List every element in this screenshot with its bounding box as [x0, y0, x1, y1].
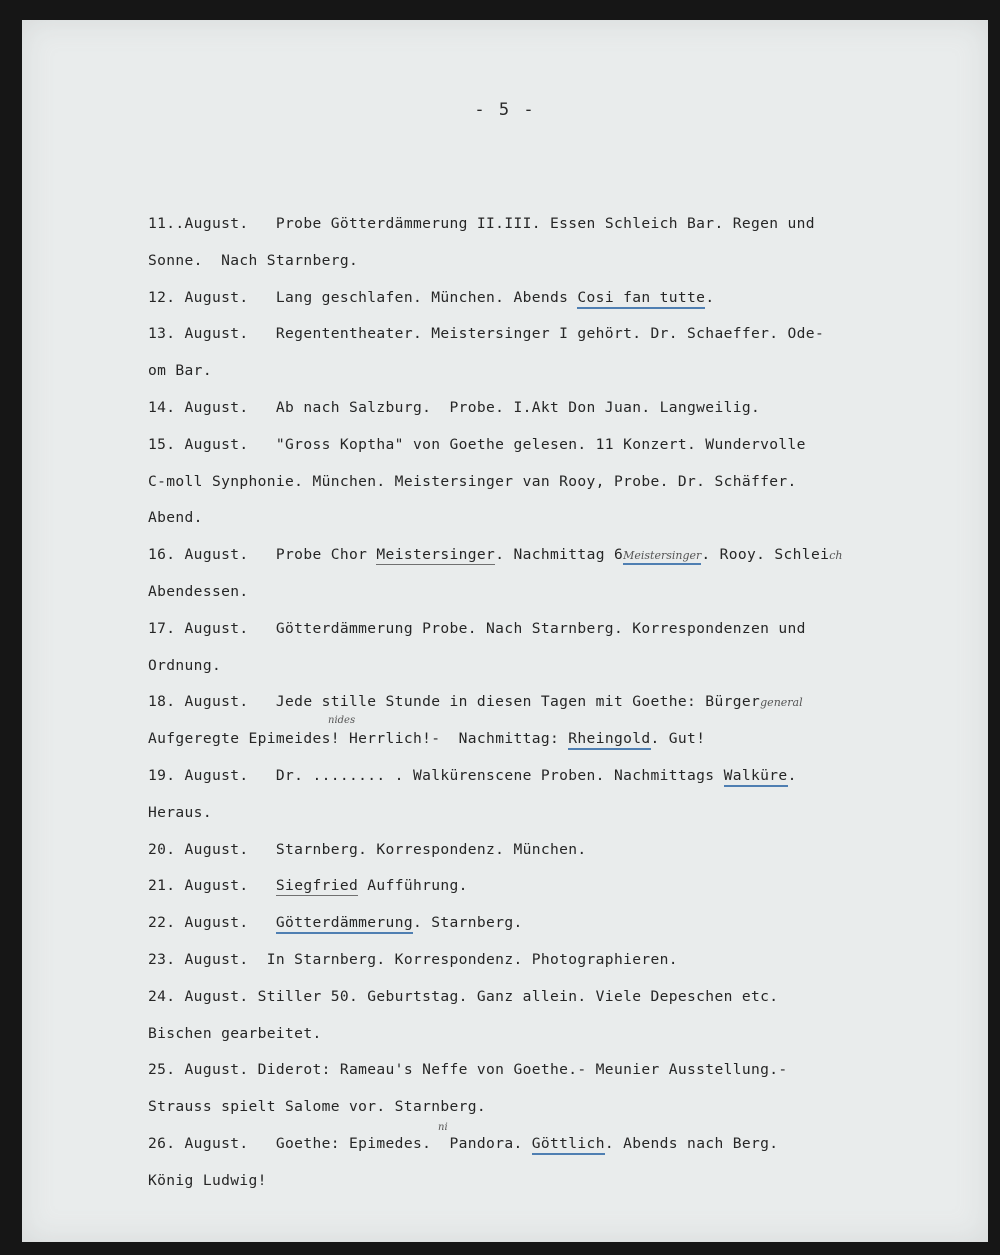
entry-line: Heraus. [148, 803, 212, 821]
handwritten-insertion: general [760, 696, 803, 710]
entry-line: Strauss spielt Salome vor. Starnberg. [148, 1098, 487, 1116]
underlined-title: Cosi fan tutte [577, 289, 705, 309]
entry-line: 20. August. Starnberg. Korrespondenz. München. [148, 840, 587, 858]
entry-line: 14. August. Ab nach Salzburg. Probe. I.Akt Don Juan. Langweilig. [148, 398, 761, 416]
entry-line: C-moll Synphonie. München. Meistersinger van Rooy, Probe. Dr. Schäffer. [148, 472, 797, 490]
handwritten-insertion: Meistersinger [623, 549, 701, 565]
entry-line: 25. August. Diderot: Rameau's Neffe von Goethe.- Meunier Ausstellung.- [148, 1061, 788, 1079]
entry-line: Sonne. Nach Starnberg. [148, 251, 359, 269]
underlined-title: Walküre [724, 767, 788, 787]
underlined-title: Siegfried [275, 877, 359, 895]
page-number: - 5 - [474, 100, 536, 120]
entry-line: 13. August. Regententheater. Meistersinger I gehört. Dr. Schaeffer. Ode- [148, 325, 825, 343]
underlined-word: Meistersinger [376, 546, 496, 564]
handwritten-insertion: nides [328, 715, 356, 727]
entry-line: 11..August. Probe Götterdämmerung II.III. Essen Schleich Bar. Regen und [148, 215, 815, 232]
entry-line: 19. August. Dr. ........ . Walkürenscene Proben. Nachmittags Walküre. [148, 758, 968, 795]
entry-line: Bischen gearbeitet. [148, 1024, 322, 1042]
entry-line: 15. August. "Gross Koptha" von Goethe gelesen. 11 Konzert. Wundervolle [148, 435, 806, 453]
entry-line: 21. August. Siegfried Aufführung. [148, 877, 468, 895]
underlined-title: Götterdämmerung [276, 914, 413, 934]
entry-line: 17. August. Götterdämmerung Probe. Nach Starnberg. Korrespondenzen und [148, 619, 806, 637]
diary-entries [148, 206, 968, 1200]
entry-line: om Bar. [148, 362, 212, 380]
typewritten-page [22, 20, 988, 1242]
entry-line: 24. August. Stiller 50. Geburtstag. Ganz allein. Viele Depeschen etc. [148, 987, 779, 1005]
handwritten-insertion: ni [438, 1121, 448, 1133]
entry-line: Ordnung. [148, 656, 222, 674]
entry-line: 18. August. Jede stille Stunde in diesen Tagen mit Goethe: Bürgergeneral [148, 693, 803, 711]
entry-line: Aufgeregte Epimeides! Herrlich!- Nachmittag: Rheingold. Gut! nides [148, 721, 968, 758]
entry-line: König Ludwig! [148, 1171, 267, 1189]
entry-line: Abendessen. [148, 582, 249, 600]
entry-line: 23. August. In Starnberg. Korrespondenz. Photographieren. [148, 950, 678, 968]
entry-line: 26. August. Goethe: Epimedes. Pandora. Göttlich. Abends nach Berg. ni [148, 1126, 968, 1163]
handwritten-insertion: ch [829, 549, 843, 563]
entry-line: Abend. [148, 509, 203, 527]
underlined-word: Göttlich [532, 1135, 605, 1155]
entry-line: 22. August. Götterdämmerung. Starnberg. [148, 905, 968, 942]
entry-line: 12. August. Lang geschlafen. München. Abends Cosi fan tutte. [148, 280, 968, 317]
entry-line: 16. August. Probe Chor Meistersinger. Nachmittag 6Meistersinger. Rooy. Schleich [148, 546, 843, 564]
underlined-title: Rheingold [568, 730, 650, 750]
